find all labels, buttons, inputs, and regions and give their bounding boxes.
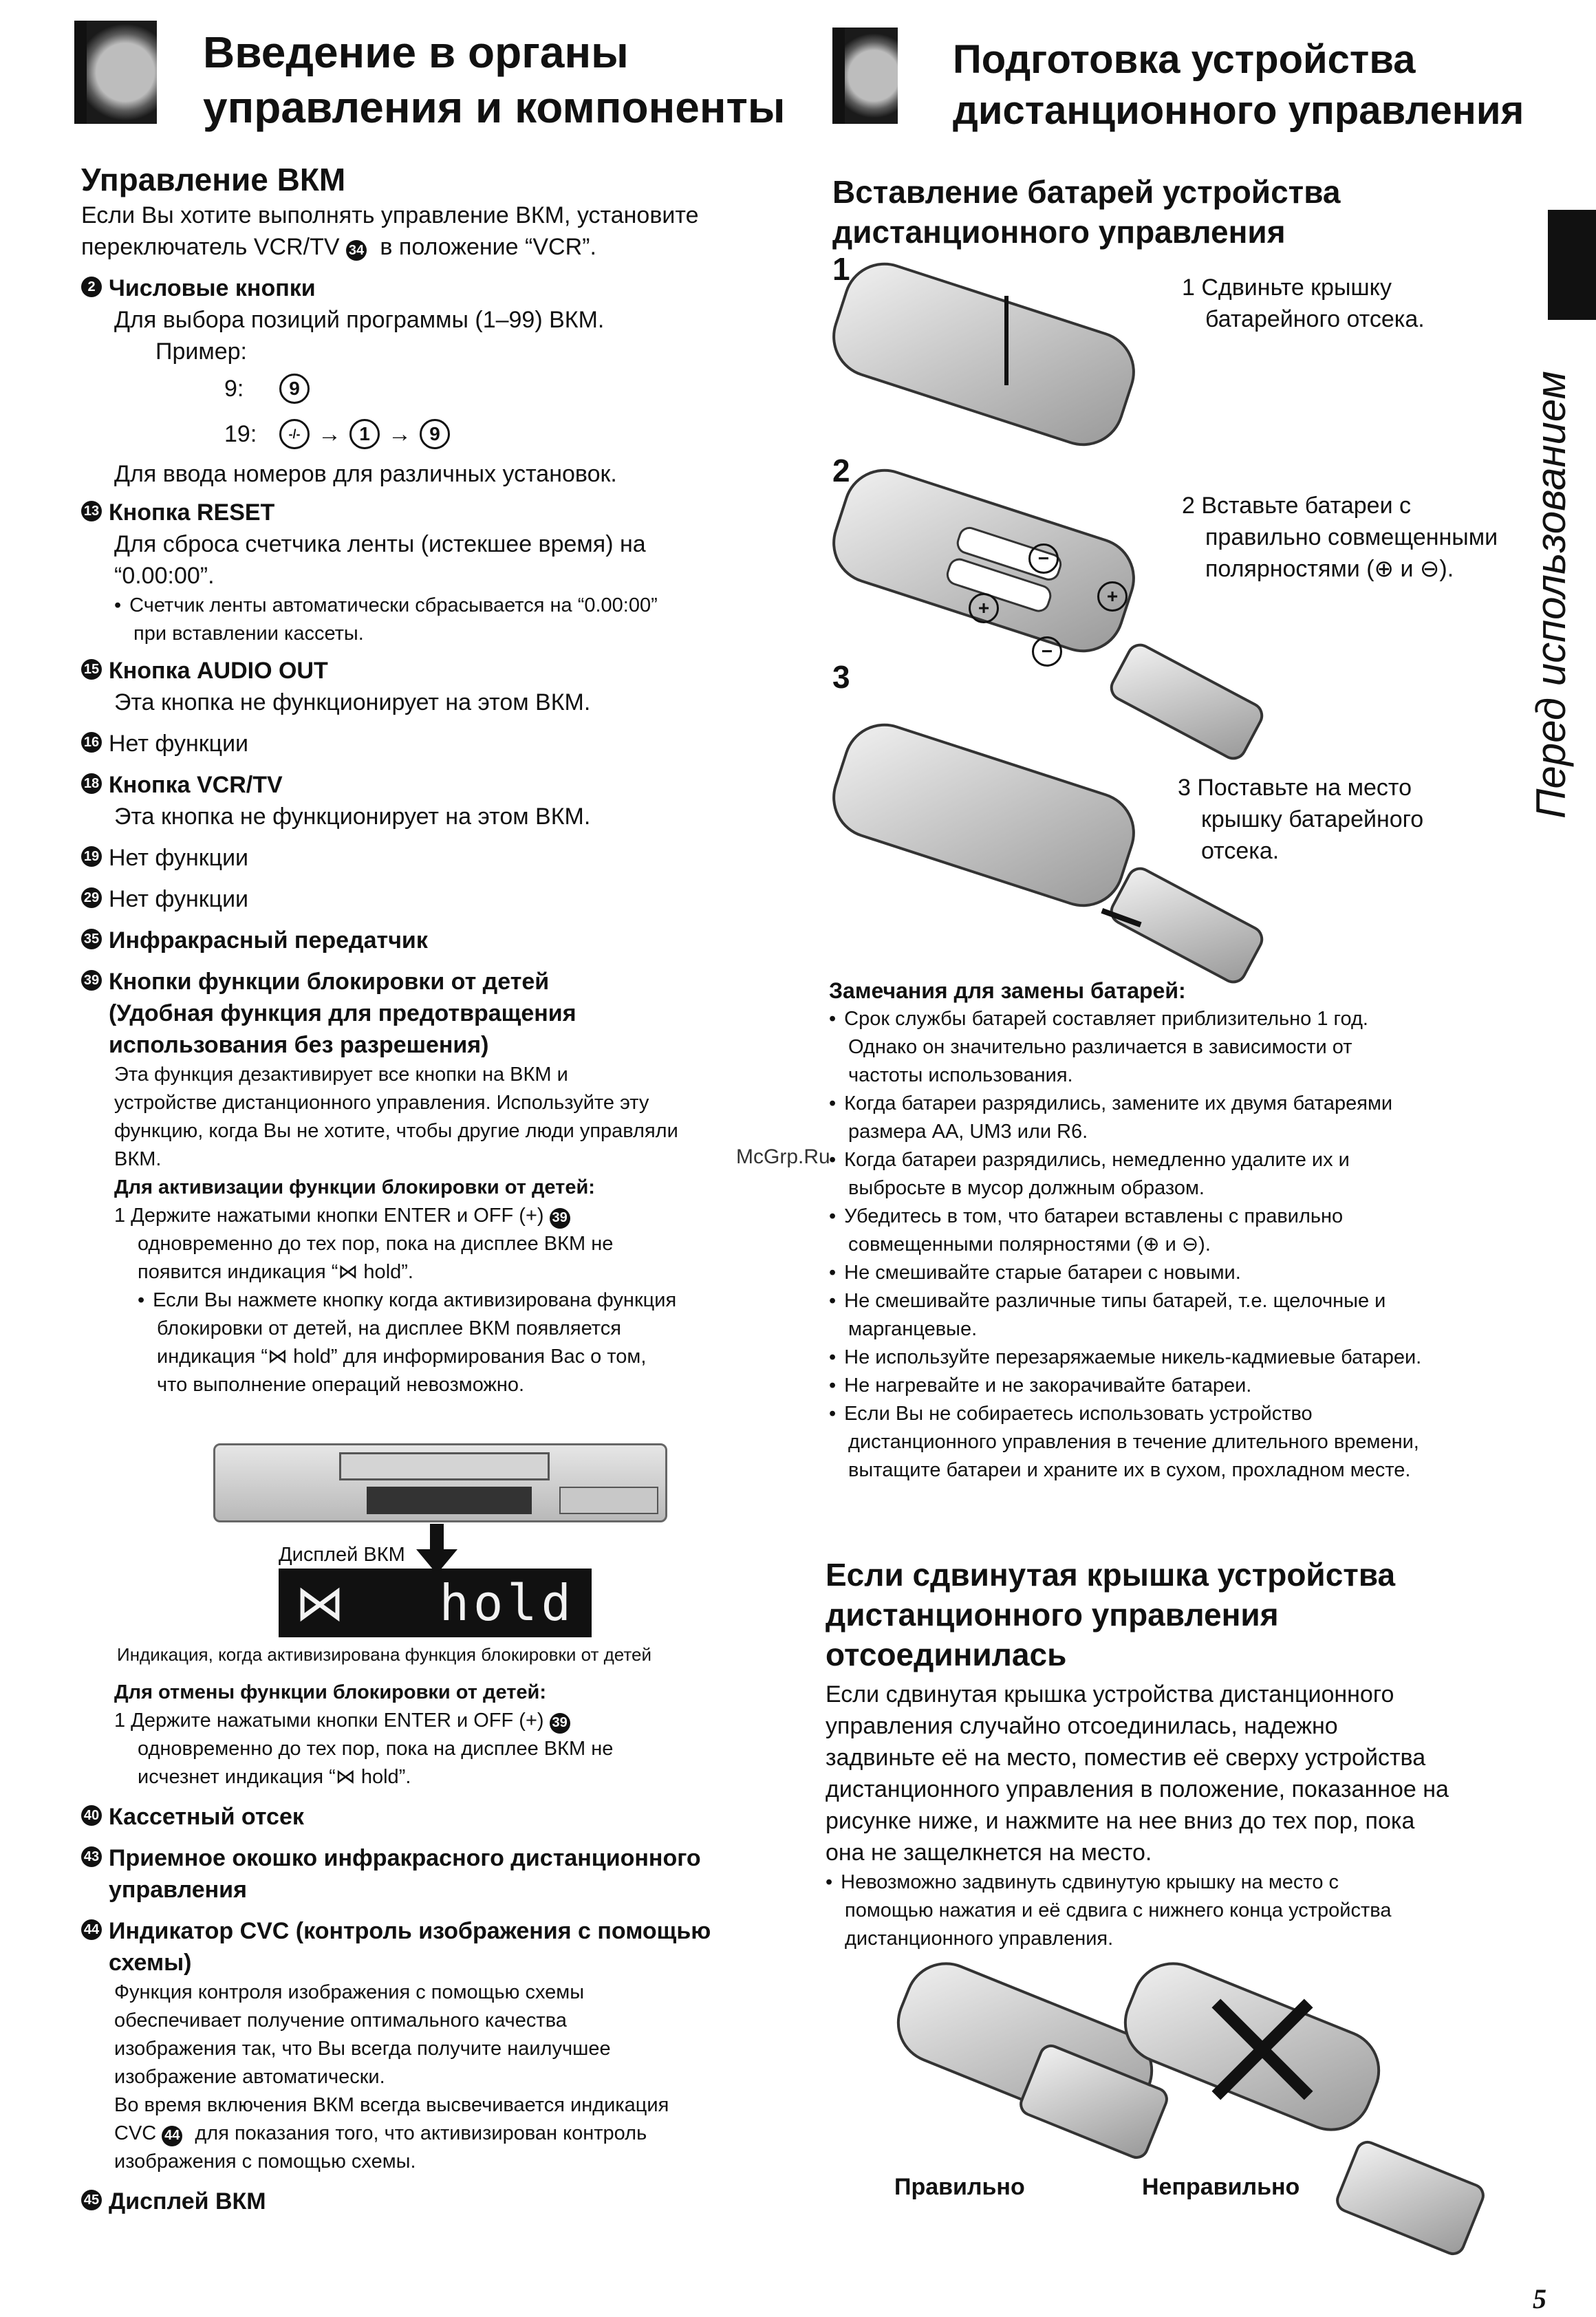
cover-b1: • Невозможно задвинуть сдвинутую крышку на место с bbox=[826, 1868, 1541, 1897]
item-num: 2 bbox=[81, 277, 102, 297]
step-3-line3: отсека. bbox=[1201, 838, 1280, 864]
key-1-icon: 1 bbox=[349, 419, 380, 449]
example-2-label: 19: bbox=[224, 421, 257, 447]
note-1a: • Срок службы батарей составляет приблизительно 1 год. bbox=[829, 1005, 1524, 1033]
item-num: 43 bbox=[81, 1846, 102, 1867]
cvc-p6-b: для показания того, что активизирован контроль bbox=[195, 2122, 647, 2144]
left-header-line1: Введение в органы bbox=[203, 28, 629, 77]
side-tab-text: Перед использованием bbox=[1528, 371, 1574, 819]
child-activate-title: Для активизации функции блокировки от детей: bbox=[114, 1176, 595, 1198]
battery-notes bbox=[829, 977, 1524, 1485]
item-title: Приемное окошко инфракрасного дистанционного bbox=[109, 1845, 701, 1871]
child-p3: функцию, когда Вы не хотите, чтобы другие люди управляли bbox=[114, 1120, 678, 1142]
reset-note2: при вставлении кассеты. bbox=[133, 623, 364, 645]
item-title: Кнопка VCR/TV bbox=[109, 772, 283, 798]
reset-desc2: “0.00:00”. bbox=[114, 563, 215, 589]
reset-note1: • Счетчик ленты автоматически сбрасывается на “0.00:00” bbox=[114, 592, 783, 620]
cvc-p2: обеспечивает получение оптимального качества bbox=[114, 2009, 567, 2032]
item-num: 40 bbox=[81, 1805, 102, 1826]
left-header-mark bbox=[74, 21, 157, 124]
child-act1 bbox=[114, 1202, 783, 1230]
right-header-title bbox=[953, 34, 1524, 136]
item-ir-receiver bbox=[81, 1842, 783, 1906]
right-header-line1: Подготовка устройства bbox=[953, 37, 1416, 82]
cvc-p6-a: CVC bbox=[114, 2122, 157, 2144]
item-vcr-display bbox=[81, 2186, 783, 2217]
note-2a: • Когда батареи разрядились, замените их двумя батареями bbox=[829, 1090, 1524, 1118]
numeric-desc: Для выбора позиций программы (1–99) ВКМ. bbox=[114, 307, 605, 333]
page-number: 5 bbox=[1533, 2283, 1546, 2314]
child-c1-num: 39 bbox=[550, 1713, 570, 1734]
vcr-intro bbox=[81, 200, 783, 263]
cover-p1: Если сдвинутая крышка устройства дистанционного bbox=[826, 1681, 1394, 1707]
item-title: Нет функции bbox=[109, 886, 249, 912]
plus-icon: + bbox=[969, 593, 999, 623]
item-num: 16 bbox=[81, 732, 102, 753]
child-sub1: (Удобная функция для предотвращения bbox=[109, 1000, 576, 1026]
item-19 bbox=[81, 842, 783, 874]
note-6a: • Не смешивайте различные типы батарей, т.е. щелочные и bbox=[829, 1287, 1524, 1315]
step-2-line3: полярностями (⊕ и ⊖). bbox=[1205, 556, 1454, 582]
right-header-mark bbox=[832, 28, 898, 124]
child-p4: ВКМ. bbox=[114, 1148, 162, 1170]
note-3b: выбросьте в мусор должным образом. bbox=[848, 1177, 1205, 1199]
audio-desc: Эта кнопка не функционирует на этом ВКМ. bbox=[114, 689, 591, 715]
item-num: 19 bbox=[81, 846, 102, 867]
item-title: Кнопки функции блокировки от детей bbox=[109, 969, 550, 995]
item-title: Нет функции bbox=[109, 731, 249, 757]
vcr-intro-part: переключатель VCR/TV bbox=[81, 234, 340, 260]
item-vcrtv bbox=[81, 769, 783, 801]
note-1c: частоты использования. bbox=[848, 1064, 1073, 1086]
item-child-lock bbox=[81, 966, 783, 1061]
cover-title-1: Если сдвинутая крышка устройства bbox=[826, 1557, 1396, 1593]
child-b1: • Если Вы нажмете кнопку когда активизирована функция bbox=[114, 1286, 783, 1315]
item-num: 35 bbox=[81, 929, 102, 949]
item-cvc bbox=[81, 1915, 783, 1979]
cover-incorrect bbox=[1333, 2137, 1489, 2259]
child-act3: появится индикация “⋈ hold”. bbox=[138, 1261, 413, 1283]
cover-title-2: дистанционного управления bbox=[826, 1597, 1279, 1632]
cover-p2: управления случайно отсоединилась, надежно bbox=[826, 1713, 1338, 1739]
vcr-intro-line1: Если Вы хотите выполнять управление ВКМ, установите bbox=[81, 202, 699, 228]
cvc-p5: Во время включения ВКМ всегда высвечивается индикация bbox=[114, 2094, 669, 2116]
vcr-display-window bbox=[367, 1487, 532, 1514]
child-p1: Эта функция дезактивирует все кнопки на ВКМ и bbox=[114, 1064, 568, 1086]
note-4a: • Убедитесь в том, что батареи вставлены с правильно bbox=[829, 1203, 1524, 1231]
battery-cover-3 bbox=[1106, 863, 1269, 989]
item-title: Кнопка RESET bbox=[109, 499, 275, 526]
example-label: Пример: bbox=[155, 338, 247, 365]
child-b4: что выполнение операций невозможно. bbox=[157, 1374, 525, 1396]
note-8: • Не нагревайте и не закорачивайте батареи. bbox=[829, 1372, 1524, 1400]
step-2-text bbox=[1182, 490, 1498, 585]
item-title: Кнопка AUDIO OUT bbox=[109, 658, 328, 684]
child-act1-text: 1 Держите нажатыми кнопки ENTER и OFF (+) bbox=[114, 1205, 544, 1227]
item-29 bbox=[81, 883, 783, 915]
vcr-illustration bbox=[213, 1443, 667, 1522]
child-p2: устройстве дистанционного управления. Используйте эту bbox=[114, 1092, 649, 1114]
watermark: McGrp.Ru bbox=[736, 1145, 830, 1168]
child-sub2: использования без разрешения) bbox=[109, 1032, 489, 1058]
item-num: 29 bbox=[81, 887, 102, 908]
step-2-line2: правильно совмещенными bbox=[1205, 524, 1498, 550]
battery-cover-2 bbox=[1106, 639, 1269, 765]
cvc-p6 bbox=[114, 2120, 783, 2148]
item-title: Числовые кнопки bbox=[109, 275, 316, 301]
cover-title bbox=[826, 1555, 1395, 1674]
display-label: Дисплей ВКМ bbox=[279, 1544, 405, 1566]
numeric-body bbox=[81, 304, 783, 490]
vcr-intro-num: 34 bbox=[346, 240, 367, 261]
cover-p5: рисунке ниже, и нажмите на нее вниз до тех пор, пока bbox=[826, 1808, 1415, 1834]
cover-title-3: отсоединилась bbox=[826, 1637, 1067, 1672]
display-caption: Индикация, когда активизирована функция блокировки от детей bbox=[117, 1644, 652, 1665]
item-title: Инфракрасный передатчик bbox=[109, 927, 428, 953]
item-cassette bbox=[81, 1801, 783, 1833]
step-3-number: 3 bbox=[832, 659, 850, 695]
child-c2: одновременно до тех пор, пока на дисплее ВКМ не bbox=[138, 1738, 614, 1760]
remote-step-2 bbox=[822, 458, 1146, 663]
example-row-2 bbox=[114, 410, 783, 458]
down-arrow-icon bbox=[430, 1524, 444, 1551]
slide-arrow-icon bbox=[1004, 296, 1009, 385]
item-ir-transmitter bbox=[81, 925, 783, 956]
item-num: 15 bbox=[81, 659, 102, 680]
cvc-body bbox=[81, 1979, 783, 2176]
key-9-icon: 9 bbox=[420, 419, 450, 449]
cover-body bbox=[826, 1679, 1541, 1953]
child-body bbox=[81, 1061, 783, 1399]
battery-title-1: Вставление батарей устройства bbox=[832, 174, 1341, 210]
child-cancel bbox=[81, 1679, 783, 1791]
note-3a: • Когда батареи разрядились, немедленно удалите их и bbox=[829, 1146, 1524, 1174]
vcrtv-desc: Эта кнопка не функционирует на этом ВКМ. bbox=[114, 804, 591, 830]
cvc-p7: изображения с помощью схемы. bbox=[114, 2151, 416, 2173]
note-7: • Не используйте перезаряжаемые никель-кадмиевые батареи. bbox=[829, 1344, 1524, 1372]
example-1-label: 9: bbox=[224, 376, 244, 402]
item-title-line2: управления bbox=[109, 1877, 247, 1903]
cvc-p1: Функция контроля изображения с помощью схемы bbox=[114, 1981, 585, 2003]
cover-p3: задвиньте её на место, поместив её сверху устройства bbox=[826, 1745, 1426, 1771]
item-numeric bbox=[81, 272, 783, 304]
cvc-p4: изображение автоматически. bbox=[114, 2066, 385, 2088]
vcr-buttons bbox=[559, 1487, 658, 1514]
notes-title: Замечания для замены батарей: bbox=[829, 978, 1186, 1003]
note-2b: размера AA, UM3 или R6. bbox=[848, 1121, 1088, 1143]
left-header-line2: управления и компоненты bbox=[203, 83, 786, 132]
step-1-number: 1 bbox=[832, 251, 850, 287]
step-2-line1: 2 Вставьте батареи с bbox=[1182, 493, 1412, 519]
item-num: 44 bbox=[81, 1919, 102, 1940]
arrow-icon: → bbox=[318, 421, 341, 447]
vcr-lcd-display bbox=[279, 1569, 592, 1637]
right-header-line2: дистанционного управления bbox=[953, 88, 1524, 133]
item-title: Кассетный отсек bbox=[109, 1804, 304, 1830]
arrow-icon: → bbox=[388, 421, 411, 447]
cover-p4: дистанционного управления в положение, показанное на bbox=[826, 1776, 1449, 1802]
step-1-line1: 1 Сдвиньте крышку bbox=[1182, 274, 1392, 301]
cover-b2: помощью нажатия и её сдвига с нижнего конца устройства bbox=[845, 1899, 1392, 1921]
note-9c: вытащите батареи и храните их в сухом, прохладном месте. bbox=[848, 1459, 1411, 1481]
key-dash-icon: -/- bbox=[279, 419, 310, 449]
item-title: Индикатор CVC (контроль изображения с помощью bbox=[109, 1918, 711, 1944]
item-title: Нет функции bbox=[109, 845, 249, 871]
vcr-intro-tail: в положение “VCR”. bbox=[380, 234, 596, 260]
reset-desc1: Для сброса счетчика ленты (истекшее время) на bbox=[114, 531, 646, 557]
note-5: • Не смешивайте старые батареи с новыми. bbox=[829, 1259, 1524, 1287]
example-row-1 bbox=[114, 367, 783, 410]
child-c1 bbox=[114, 1707, 783, 1735]
cover-p6: она не защелкнется на место. bbox=[826, 1840, 1152, 1866]
item-16 bbox=[81, 728, 783, 759]
step-1-line2: батарейного отсека. bbox=[1205, 306, 1425, 332]
child-b2: блокировки от детей, на дисплее ВКМ появляется bbox=[157, 1317, 621, 1339]
step-3-text bbox=[1178, 772, 1423, 867]
child-c3: исчезнет индикация “⋈ hold”. bbox=[138, 1766, 411, 1788]
cvc-p6-num: 44 bbox=[162, 2126, 182, 2146]
vcr-intro-line2 bbox=[81, 231, 783, 263]
cover-b3: дистанционного управления. bbox=[845, 1928, 1114, 1950]
child-act1-num: 39 bbox=[550, 1208, 570, 1229]
key-9-icon: 9 bbox=[279, 374, 310, 404]
left-column bbox=[81, 160, 783, 1399]
step-3-line2: крышку батарейного bbox=[1201, 806, 1424, 832]
child-b3: индикация “⋈ hold” для информирования Вас о том, bbox=[157, 1346, 647, 1368]
note-9b: дистанционного управления в течение длительного времени, bbox=[848, 1431, 1419, 1453]
vcr-cassette-slot bbox=[339, 1452, 550, 1480]
remote-step-3 bbox=[822, 713, 1146, 918]
label-incorrect: Неправильно bbox=[1142, 2174, 1300, 2200]
minus-icon: − bbox=[1032, 636, 1062, 667]
item-num: 39 bbox=[81, 970, 102, 991]
cvc-p3: изображения так, что Вы всегда получите наилучшее bbox=[114, 2038, 611, 2060]
note-1b: Однако он значительно различается в зависимости от bbox=[848, 1036, 1352, 1058]
left-header-title bbox=[203, 25, 786, 135]
battery-title bbox=[832, 172, 1340, 252]
item-num: 18 bbox=[81, 773, 102, 794]
lcd-hold-text: hold bbox=[439, 1574, 575, 1632]
vcr-section-title: Управление ВКМ bbox=[81, 162, 346, 197]
side-tab bbox=[1548, 210, 1596, 320]
item-title: Дисплей ВКМ bbox=[109, 2188, 266, 2214]
step-3-line1: 3 Поставьте на место bbox=[1178, 775, 1412, 801]
child-lock-symbol-icon: ⋈ bbox=[295, 1574, 349, 1632]
note-4b: совмещенными полярностями (⊕ и ⊖). bbox=[848, 1233, 1211, 1256]
numeric-desc2: Для ввода номеров для различных установок. bbox=[114, 461, 617, 487]
item-num: 13 bbox=[81, 501, 102, 521]
note-6b: марганцевые. bbox=[848, 1318, 978, 1340]
child-cancel-title: Для отмены функции блокировки от детей: bbox=[114, 1681, 547, 1703]
item-num: 45 bbox=[81, 2190, 102, 2210]
item-audio-out bbox=[81, 655, 783, 687]
note-9a: • Если Вы не собираетесь использовать устройство bbox=[829, 1400, 1524, 1428]
minus-icon: − bbox=[1028, 543, 1059, 574]
step-1-text bbox=[1182, 272, 1425, 335]
left-column-lower bbox=[81, 1679, 783, 2217]
reset-body bbox=[81, 528, 783, 648]
child-act2: одновременно до тех пор, пока на дисплее ВКМ не bbox=[138, 1233, 614, 1255]
item-reset bbox=[81, 497, 783, 528]
label-correct: Правильно bbox=[894, 2174, 1025, 2200]
item-title-line2: схемы) bbox=[109, 1950, 192, 1976]
remote-step-1 bbox=[822, 252, 1146, 457]
plus-icon: + bbox=[1097, 581, 1128, 612]
step-2-number: 2 bbox=[832, 453, 850, 488]
battery-title-2: дистанционного управления bbox=[832, 214, 1286, 250]
child-c1-text: 1 Держите нажатыми кнопки ENTER и OFF (+) bbox=[114, 1710, 544, 1732]
